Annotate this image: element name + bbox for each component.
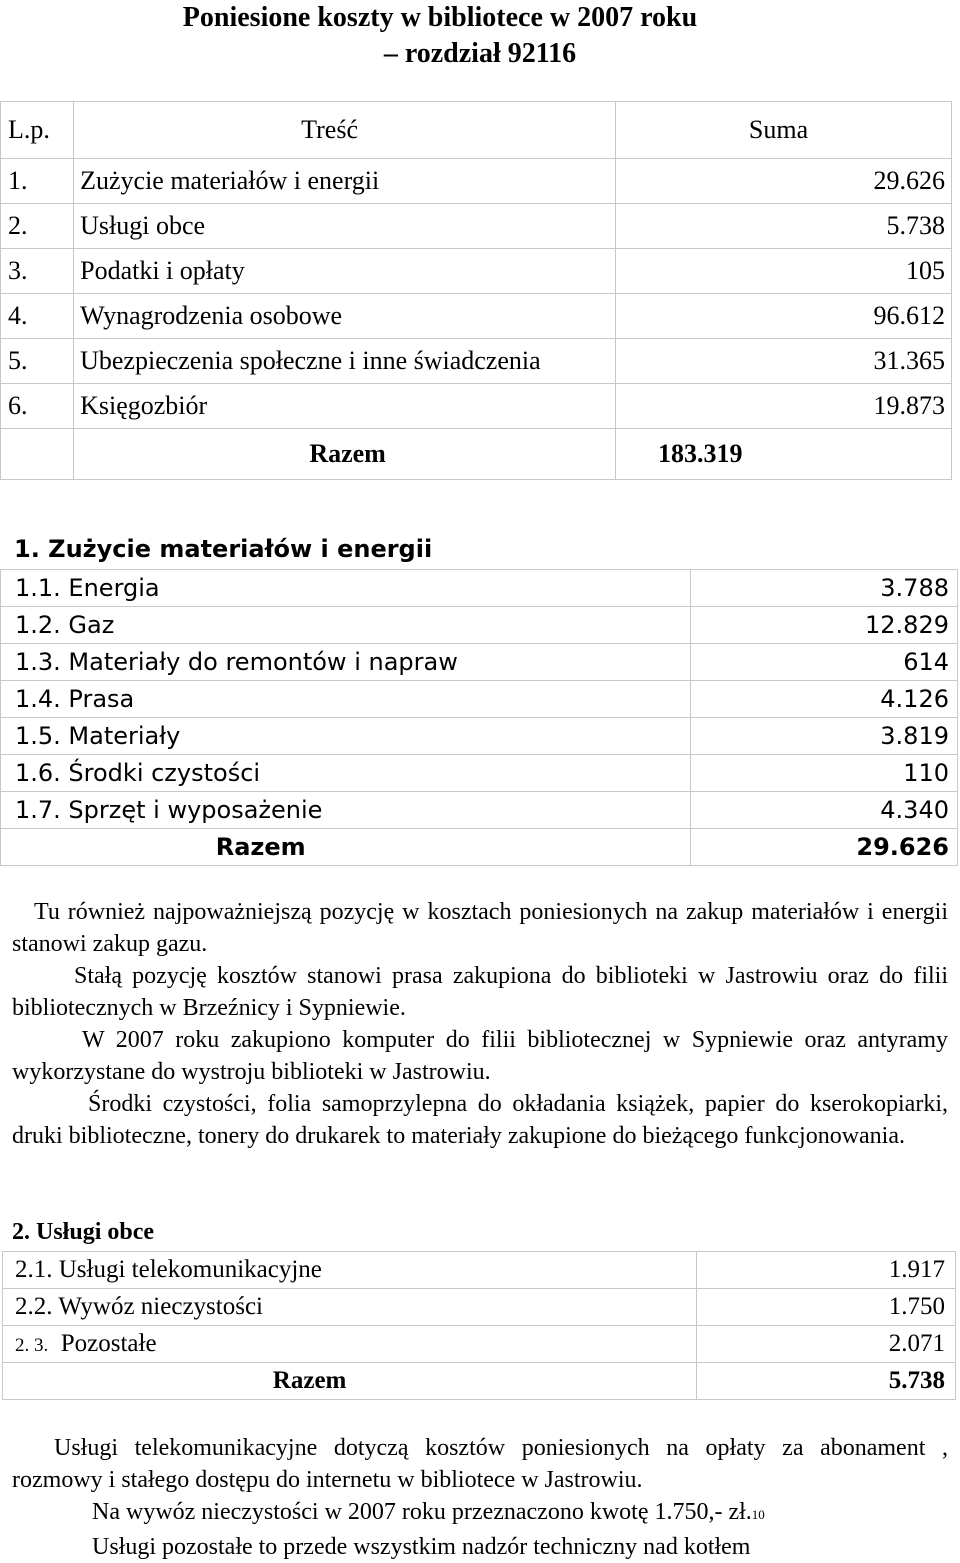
total-empty-cell [1,429,74,480]
row-value: 1.917 [697,1252,956,1289]
table-row [3,1289,956,1326]
header-lp: L.p. [1,102,74,159]
section-2-description [12,1432,948,1563]
total-value: 183.319 [616,429,952,480]
row-label: 1.6. Środki czystości [1,755,691,792]
row-label: Ubezpieczenia społeczne i inne świadczenia [74,339,616,384]
total-label: Razem [3,1363,697,1400]
section-1-table [0,569,958,866]
row-number: 2.1. [15,1256,53,1283]
total-value: 29.626 [691,829,958,866]
paragraph [12,1496,948,1531]
row-value: 29.626 [616,159,952,204]
table-row [1,159,952,204]
table-row [1,644,958,681]
paragraph: Usługi telekomunikacyjne dotyczą kosztów poniesionych na opłaty za abonament , rozmowy i stałego dostępu do internetu w bibliotece w Jastrowiu. [12,1435,948,1493]
table-row [3,1252,956,1289]
row-label: Zużycie materiałów i energii [74,159,616,204]
summary-table [0,101,952,480]
row-value: 12.829 [691,607,958,644]
row-label: 1.2. Gaz [1,607,691,644]
row-value: 2.071 [697,1326,956,1363]
title-line-2: – rozdział 92116 [383,38,577,69]
paragraph: Środki czystości, folia samoprzylepna do okładania książek, papier do kserokopiarki, druki biblioteczne, tonery do drukarek to materiały zakupione do bieżącego funkcjonowania. [12,1091,948,1149]
row-value: 5.738 [616,204,952,249]
total-row [1,829,958,866]
row-number: 6. [1,384,74,429]
total-row [1,429,952,480]
table-row [1,718,958,755]
row-label: 1.7. Sprzęt i wyposażenie [1,792,691,829]
page-number: 10 [751,1507,765,1522]
row-text: Wywóz nieczystości [58,1293,263,1320]
summary-header-row [1,102,952,159]
row-number: 3. [1,249,74,294]
total-row [3,1363,956,1400]
row-label: 1.5. Materiały [1,718,691,755]
row-value: 31.365 [616,339,952,384]
row-value: 19.873 [616,384,952,429]
table-row [1,204,952,249]
paragraph: Usługi pozostałe to przede wszystkim nadzór techniczny nad kotłem [92,1534,751,1560]
row-number: 2. [1,204,74,249]
table-row [1,339,952,384]
table-row [1,792,958,829]
row-label: 1.4. Prasa [1,681,691,718]
total-label: Razem [74,429,616,480]
row-value: 4.340 [691,792,958,829]
row-text: Pozostałe [60,1330,157,1357]
total-value: 5.738 [697,1363,956,1400]
row-value: 110 [691,755,958,792]
page-title [0,0,960,72]
row-label [3,1326,697,1363]
title-line-1: Poniesione koszty w bibliotece w 2007 roku [182,2,698,33]
table-row [1,249,952,294]
paragraph-text: Na wywóz nieczystości w 2007 roku przeznaczono kwotę 1.750,- zł. [92,1499,752,1525]
section-1-description [12,896,948,1152]
paragraph: W 2007 roku zakupiono komputer do filii bibliotecznej w Sypniewie oraz antyramy wykorzystane do wystroju biblioteki w Jastrowiu. [12,1027,948,1085]
paragraph: Tu również najpoważniejszą pozycję w kosztach poniesionych na zakup materiałów i energii stanowi zakup gazu. [12,899,948,957]
header-tresc: Treść [74,102,616,159]
row-number: 2.2. [15,1293,53,1320]
row-value: 96.612 [616,294,952,339]
row-number: 2. 3. [15,1335,49,1356]
row-label: Wynagrodzenia osobowe [74,294,616,339]
table-row [1,294,952,339]
row-label [3,1252,697,1289]
section-2-heading: 2. Usługi obce [12,1219,155,1245]
row-label: Podatki i opłaty [74,249,616,294]
row-value: 105 [616,249,952,294]
row-number: 4. [1,294,74,339]
row-text: Usługi telekomunikacyjne [58,1256,322,1283]
section-1-heading: 1. Zużycie materiałów i energii [14,535,433,563]
row-label: Księgozbiór [74,384,616,429]
row-number: 1. [1,159,74,204]
table-row [1,755,958,792]
paragraph: Stałą pozycję kosztów stanowi prasa zakupiona do biblioteki w Jastrowiu oraz do filii bibliotecznych w Brzeźnicy i Sypniewie. [12,963,948,1021]
row-label: 1.3. Materiały do remontów i napraw [1,644,691,681]
table-row [1,384,952,429]
table-row [1,681,958,718]
table-row [3,1326,956,1363]
row-value: 3.788 [691,570,958,607]
row-value: 614 [691,644,958,681]
section-2-table [2,1251,956,1400]
header-suma: Suma [616,102,952,159]
row-value: 4.126 [691,681,958,718]
row-value: 3.819 [691,718,958,755]
row-label: Usługi obce [74,204,616,249]
row-label [3,1289,697,1326]
row-number: 5. [1,339,74,384]
total-label: Razem [1,829,691,866]
table-row [1,570,958,607]
table-row [1,607,958,644]
row-value: 1.750 [697,1289,956,1326]
row-label: 1.1. Energia [1,570,691,607]
